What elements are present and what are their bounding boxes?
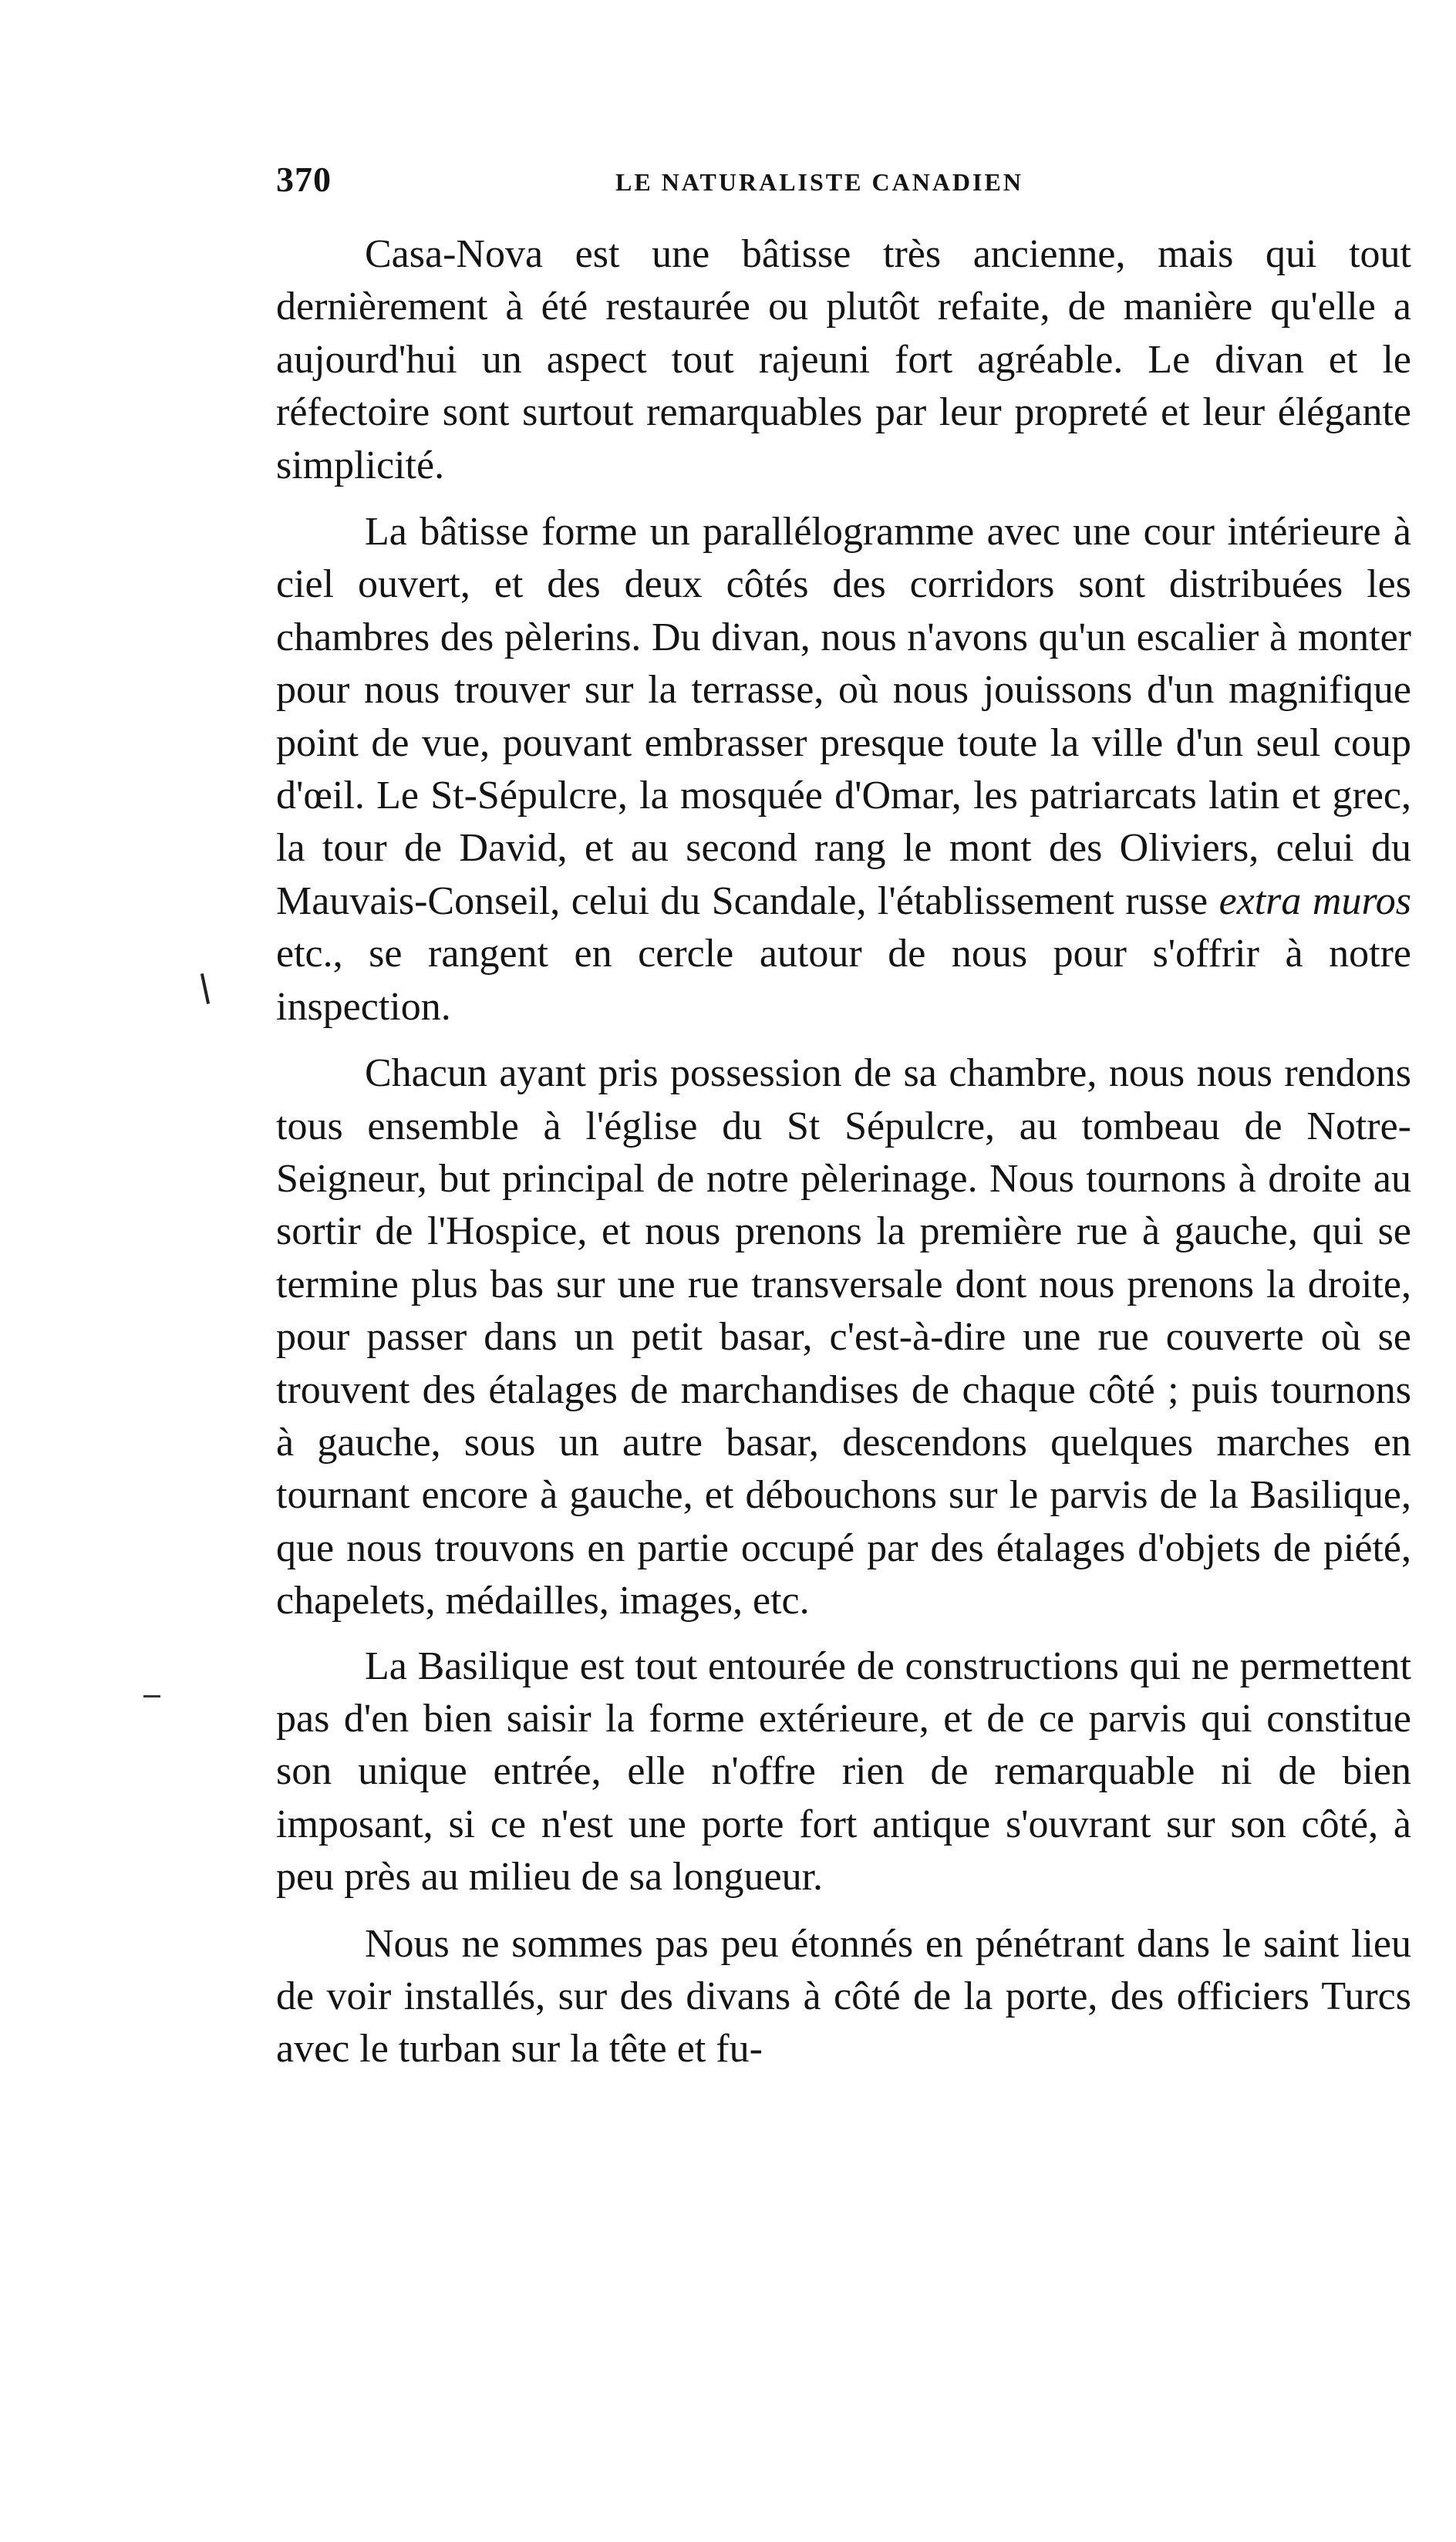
paragraph-4: La Basilique est tout entourée de constructions qui ne permettent pas d'en bien saisir la forme extérieure, et de ce parvis qui constitue son unique entrée, elle n'offre rien de remarquable ni de bien imposant, si ce n'est une porte fort antique s'ouvrant sur son côté, à peu près au milieu de sa longueur. — [276, 1644, 1411, 1900]
paragraph-2-italic-phrase: extra muros — [1218, 878, 1411, 923]
page-number: 370 — [276, 160, 332, 199]
paragraph-2-text-after-italic: etc., se rangent en cercle autour de nous pour s'offrir à notre inspection. — [276, 932, 1411, 1029]
paragraph-1: Casa-Nova est une bâtisse très ancienne, mais qui tout dernièrement à été restaurée ou plutôt refaite, de manière qu'elle a aujourd'hui un aspect tout rajeuni fort agréable. Le divan et le réfectoire sont surtout remarquables par leur propreté et leur élégante simplicité. — [276, 232, 1411, 487]
paragraph-2-text-before-italic: La bâtisse forme un parallélogramme avec une cour intérieure à ciel ouvert, et des deux côtés des corridors sont distribuées les chambres des pèlerins. Du divan, nous n'avons qu'un escalier à monter pour nous trouver sur la terrasse, où nous jouissons d'un magnifique point de vue, pouvant embrasser presque toute la ville d'un seul coup d'œil. Le St-Sépulcre, la mosquée d'Omar, les patriarcats latin et grec, la tour de David, et au second rang le mont des Oliviers, celui du Mauvais-Conseil, celui du Scandale, l'établissement russe — [276, 510, 1411, 923]
body-text — [276, 228, 1411, 2076]
paragraph-2 — [276, 506, 1411, 1033]
paragraph-3: Chacun ayant pris possession de sa chambre, nous nous rendons tous ensemble à l'église du St Sépulcre, au tombeau de Notre-Seigneur, but principal de notre pèlerinage. Nous tournons à droite au sortir de l'Hospice, et nous prenons la première rue à gauche, qui se termine plus bas sur une rue transversale dont nous prenons la droite, pour passer dans un petit basar, c'est-à-dire une rue couverte où se trouvent des étalages de marchandises de chaque côté ; puis tournons à gauche, sous un autre basar, descendons quelques marches en tournant encore à gauche, et débouchons sur le parvis de la Basilique, que nous trouvons en partie occupé par des étalages d'objets de piété, chapelets, médailles, images, etc. — [276, 1051, 1411, 1623]
margin-dash — [143, 1695, 160, 1697]
paragraph-5: Nous ne sommes pas peu étonnés en pénétrant dans le saint lieu de voir installés, sur des divans à côté de la porte, des officiers Turcs avec le turban sur la tête et fu- — [276, 1921, 1411, 2072]
running-head: LE NATURALISTE CANADIEN — [615, 168, 1023, 196]
margin-mark — [201, 973, 210, 1004]
page-header — [276, 151, 1417, 213]
